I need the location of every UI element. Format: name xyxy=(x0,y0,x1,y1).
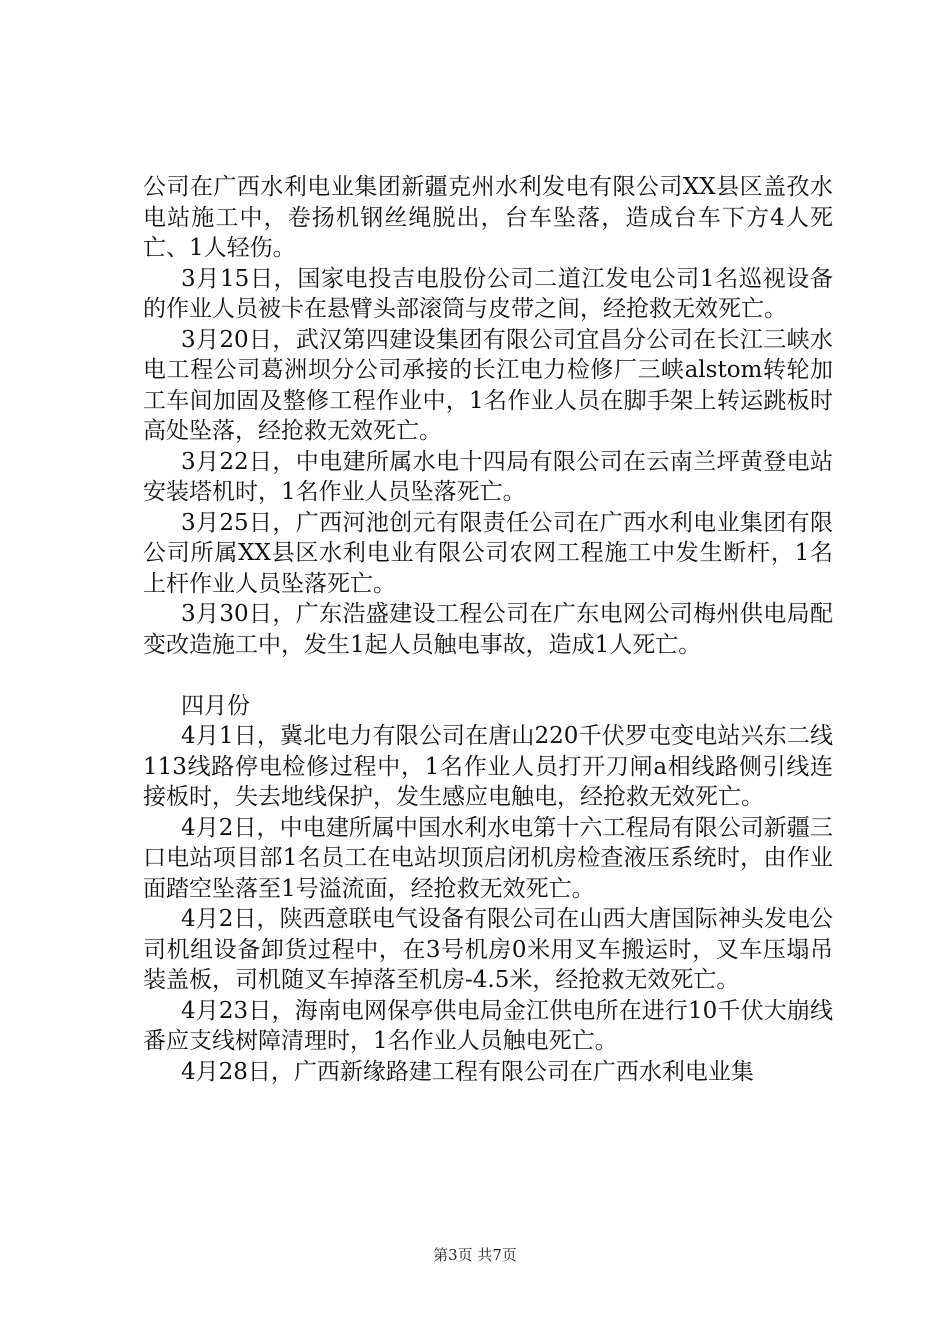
paragraph: 4月2日，陕西意联电气设备有限公司在山西大唐国际神头发电公司机组设备卸货过程中，在3号机房0米用叉车搬运时，叉车压塌吊装盖板，司机随叉车掉落至机房-4.5米，经抢救无效死亡。 xyxy=(143,906,833,993)
paragraph-group-april xyxy=(143,721,833,1087)
paragraph: 3月25日，广西河池创元有限责任公司在广西水利电业集团有限公司所属XX县区水利电业有限公司农网工程施工中发生断杆，1名上杆作业人员坠落死亡。 xyxy=(143,509,833,597)
paragraph: 4月1日，冀北电力有限公司在唐山220千伏罗屯变电站兴东二线113线路停电检修过程中，1名作业人员打开刀闸a相线路侧引线连接板时，失去地线保护，发生感应电触电，经抢救无效死亡。 xyxy=(143,723,833,810)
paragraph: 3月20日，武汉第四建设集团有限公司宜昌分公司在长江三峡水电工程公司葛洲坝分公司承接的长江电力检修厂三峡alstom转轮加工车间加固及整修工程作业中，1名作业人员在脚手架上转运跳板时高处坠落，经抢救无效死亡。 xyxy=(143,326,833,444)
page-footer: 第3页 共7页 xyxy=(433,1246,517,1264)
document-body xyxy=(143,172,833,1087)
blank-line xyxy=(143,660,833,691)
paragraph: 3月15日，国家电投吉电股份公司二道江发电公司1名巡视设备的作业人员被卡在悬臂头部滚筒与皮带之间，经抢救无效死亡。 xyxy=(143,265,833,322)
paragraph: 4月23日，海南电网保亭供电局金江供电所在进行10千伏大崩线番应支线树障清理时，1名作业人员触电死亡。 xyxy=(143,997,833,1054)
paragraph: 3月22日，中电建所属水电十四局有限公司在云南兰坪黄登电站安装塔机时，1名作业人员坠落死亡。 xyxy=(143,448,833,505)
paragraph: 公司在广西水利电业集团新疆克州水利发电有限公司XX县区盖孜水电站施工中，卷扬机钢丝绳脱出，台车坠落，造成台车下方4人死亡、1人轻伤。 xyxy=(143,174,833,261)
paragraph: 4月28日，广西新缘路建工程有限公司在广西水利电业集 xyxy=(181,1058,754,1085)
paragraph-group-march xyxy=(143,172,833,660)
section-heading: 四月份 xyxy=(181,692,250,719)
paragraph: 4月2日，中电建所属中国水利水电第十六工程局有限公司新疆三口电站项目部1名员工在电站坝顶启闭机房检查液压系统时，由作业面踏空坠落至1号溢流面，经抢救无效死亡。 xyxy=(143,814,833,902)
paragraph: 3月30日，广东浩盛建设工程公司在广东电网公司梅州供电局配变改造施工中，发生1起人员触电事故，造成1人死亡。 xyxy=(143,601,833,658)
